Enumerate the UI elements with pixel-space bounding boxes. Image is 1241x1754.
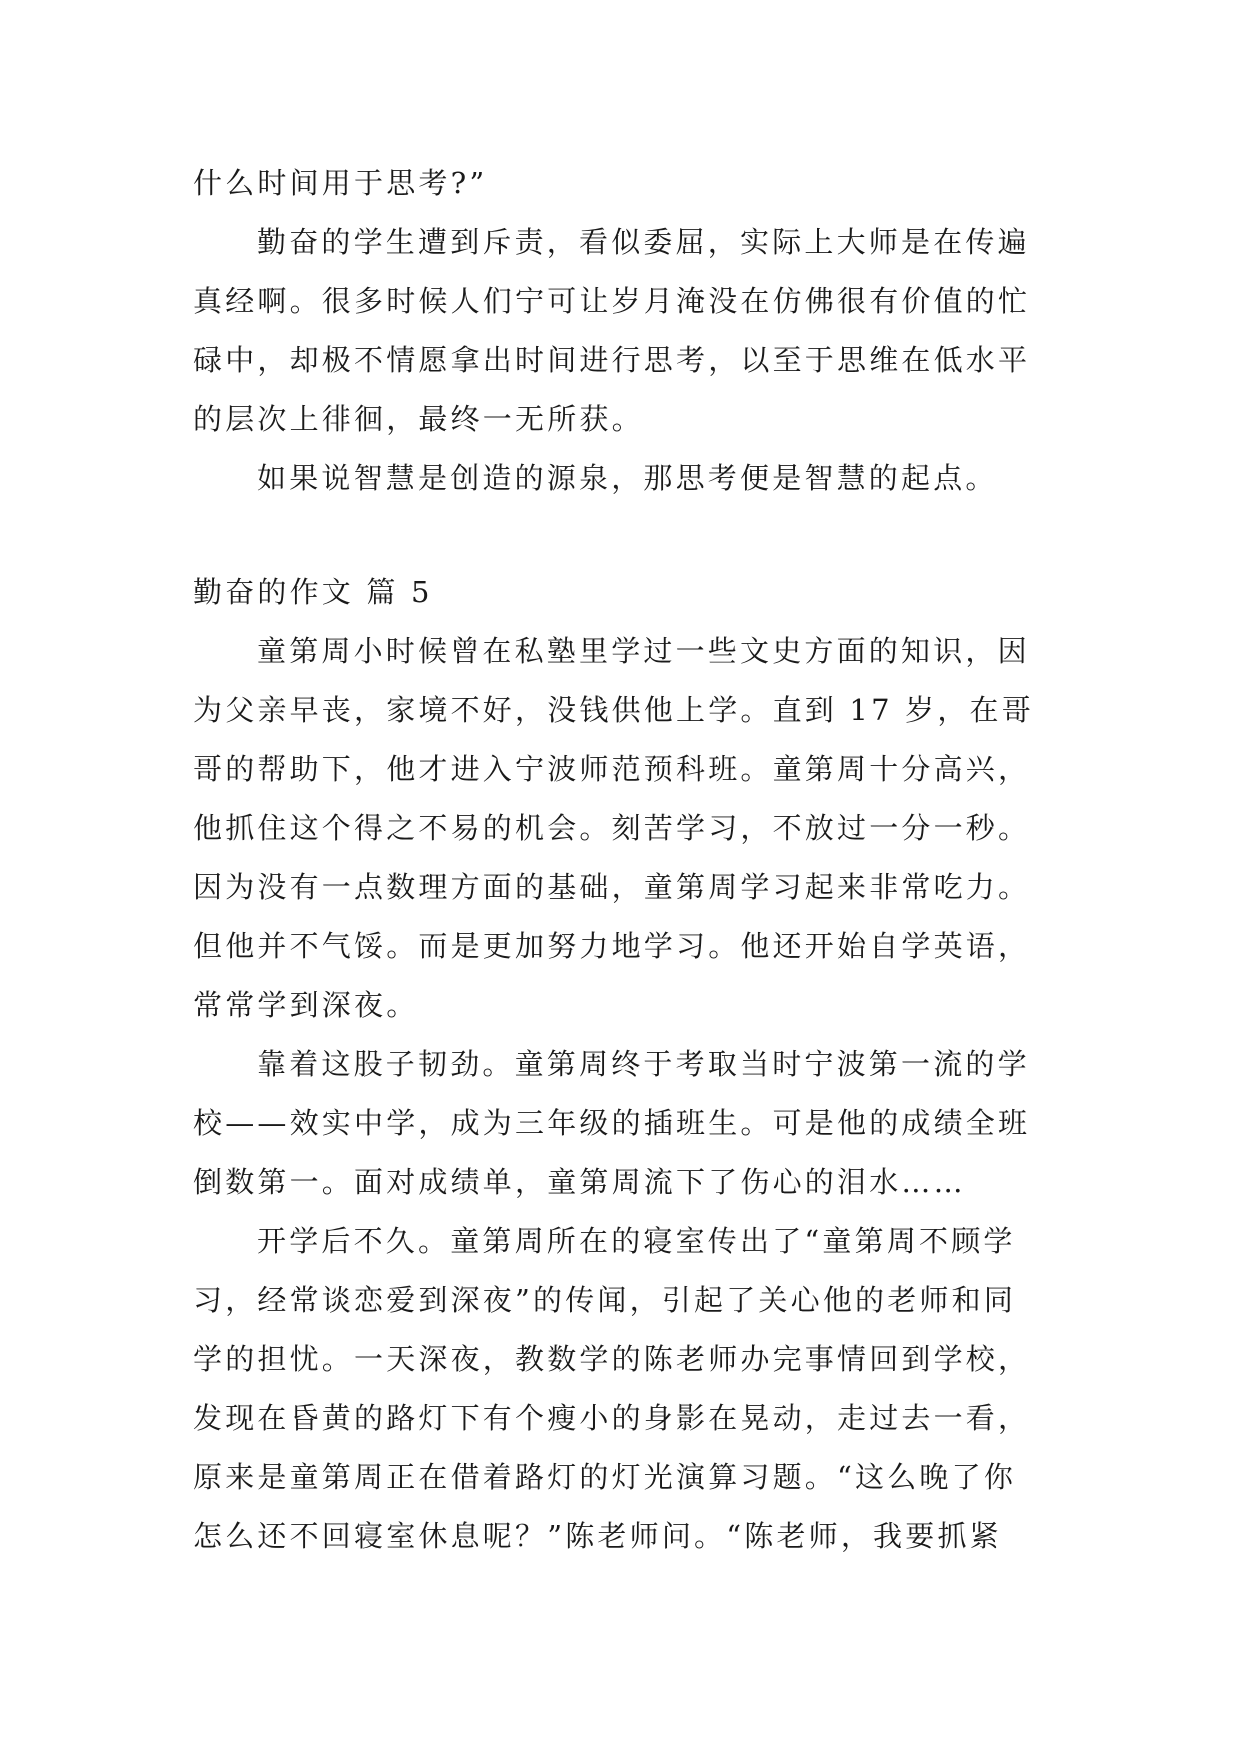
text-line: 如果说智慧是创造的源泉，那思考便是智慧的起点。 — [257, 461, 998, 495]
section-heading: 勤奋的作文 篇 5 — [193, 575, 433, 609]
text-line: 童第周小时候曾在私塾里学过一些文史方面的知识，因 — [257, 634, 1030, 668]
text-line: 他抓住这个得之不易的机会。刻苦学习，不放过一分一秒。 — [193, 811, 1031, 845]
text-line: 因为没有一点数理方面的基础，童第周学习起来非常吃力。 — [193, 870, 1031, 904]
text-line: 真经啊。很多时候人们宁可让岁月淹没在仿佛很有价值的忙 — [193, 284, 1031, 318]
text-line: 但他并不气馁。而是更加努力地学习。他还开始自学英语， — [193, 929, 1031, 963]
text-line: 原来是童第周正在借着路灯的灯光演算习题。“这么晚了你 — [193, 1460, 1017, 1494]
text-line: 发现在昏黄的路灯下有个瘦小的身影在晃动，走过去一看， — [193, 1401, 1031, 1435]
text-line: 碌中，却极不情愿拿出时间进行思考，以至于思维在低水平 — [193, 343, 1031, 377]
text-line: 倒数第一。面对成绩单，童第周流下了伤心的泪水…… — [193, 1165, 966, 1199]
text-line: 学的担忧。一天深夜，教数学的陈老师办完事情回到学校， — [193, 1342, 1031, 1376]
text-line: 什么时间用于思考?” — [193, 166, 488, 200]
essay-section-5 — [193, 563, 1049, 1566]
text-line: 的层次上徘徊，最终一无所获。 — [193, 402, 644, 436]
text-line: 校——效实中学，成为三年级的插班生。可是他的成绩全班 — [193, 1106, 1031, 1140]
text-line: 哥的帮助下，他才进入宁波师范预科班。童第周十分高兴， — [193, 752, 1031, 786]
text-line: 为父亲早丧，家境不好，没钱供他上学。直到 17 岁，在哥 — [193, 693, 1034, 727]
text-line: 开学后不久。童第周所在的寝室传出了“童第周不顾学 — [257, 1224, 1016, 1258]
text-line: 习，经常谈恋爱到深夜”的传闻，引起了关心他的老师和同 — [193, 1283, 1017, 1317]
text-line: 常常学到深夜。 — [193, 988, 419, 1022]
essay-continuation — [193, 154, 1049, 508]
text-line: 怎么还不回寝室休息呢？”陈老师问。“陈老师，我要抓紧 — [193, 1519, 1002, 1553]
text-line: 靠着这股子韧劲。童第周终于考取当时宁波第一流的学 — [257, 1047, 1030, 1081]
text-line: 勤奋的学生遭到斥责，看似委屈，实际上大师是在传遍 — [257, 225, 1030, 259]
